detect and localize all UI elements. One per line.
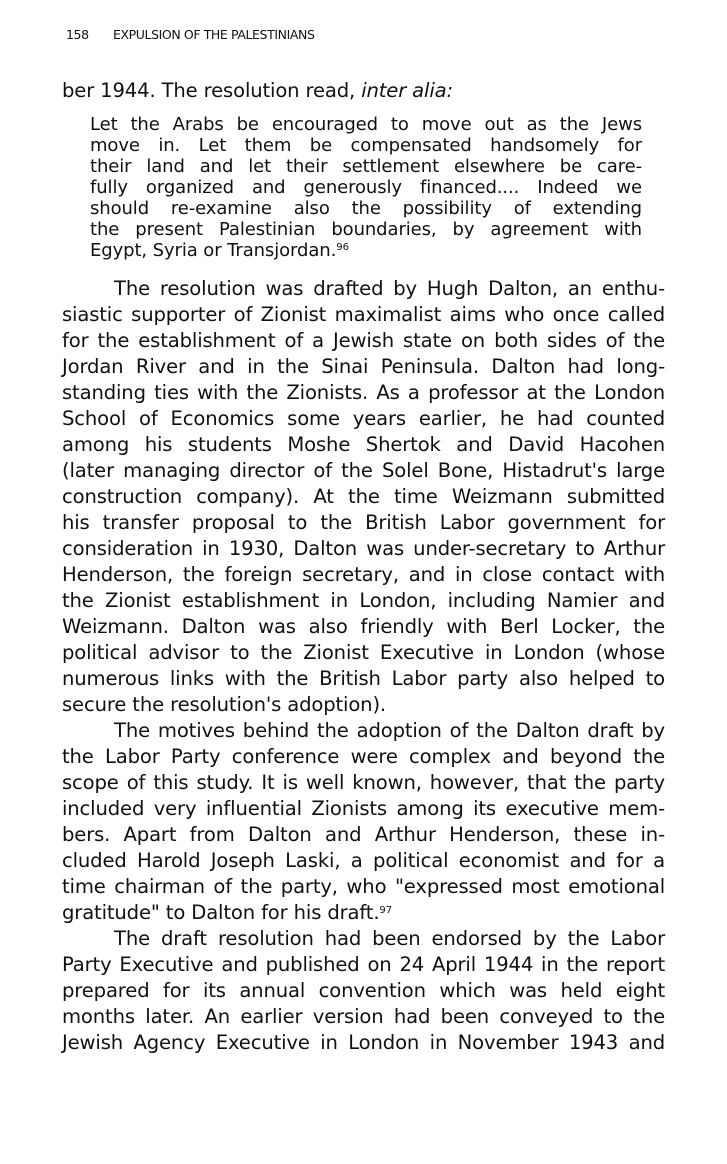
text-line: Henderson, the foreign secretary, and in close contact with <box>62 563 665 586</box>
quote-line: move in. Let them be compensated handsomely for <box>90 135 642 156</box>
text-line: Party Executive and published on 24 April 1944 in the report <box>62 953 665 976</box>
running-header <box>66 27 315 42</box>
footnote-ref: 96 <box>336 242 349 253</box>
text-line: his transfer proposal to the British Labor government for <box>62 511 665 534</box>
text-line: for the establishment of a Jewish state on both sides of the <box>62 329 665 352</box>
text-line: included very influential Zionists among its executive mem- <box>62 797 665 820</box>
text-line: The motives behind the adoption of the Dalton draft by <box>114 719 665 742</box>
text-line: School of Economics some years earlier, he had counted <box>62 407 665 430</box>
text-span: gratitude" to Dalton for his draft. <box>62 901 380 924</box>
text-line: prepared for its annual convention which was held eight <box>62 979 665 1002</box>
text-line: siastic supporter of Zionist maximalist aims who once called <box>62 303 665 326</box>
text-line: months later. An earlier version had been conveyed to the <box>62 1005 665 1028</box>
text-line: (later managing director of the Solel Bone, Histadrut's large <box>62 459 665 482</box>
text-line: the Zionist establishment in London, including Namier and <box>62 589 665 612</box>
quote-line: fully organized and generously financed.... Indeed we <box>90 177 642 198</box>
text-line: Jordan River and in the Sinai Peninsula. Dalton had long- <box>62 355 665 378</box>
text-line: bers. Apart from Dalton and Arthur Henderson, these in- <box>62 823 665 846</box>
text-line: time chairman of the party, who "expressed most emotional <box>62 875 665 898</box>
text-line: Jewish Agency Executive in London in November 1943 and <box>62 1031 665 1054</box>
text-line: standing ties with the Zionists. As a professor at the London <box>62 381 665 404</box>
quote-line-last <box>90 241 642 262</box>
intro-line <box>62 78 665 104</box>
text-line: consideration in 1930, Dalton was under-secretary to Arthur <box>62 537 665 560</box>
text-line: political advisor to the Zionist Executive in London (whose <box>62 641 665 664</box>
text-line: among his students Moshe Shertok and David Hacohen <box>62 433 665 456</box>
text-line-last <box>62 900 665 926</box>
text-line: scope of this study. It is well known, however, that the party <box>62 771 665 794</box>
quote-line: Let the Arabs be encouraged to move out as the Jews <box>90 114 642 135</box>
intro-text: ber 1944. The resolution read, <box>62 79 362 102</box>
quote-text: Egypt, Syria or Transjordan. <box>90 240 337 261</box>
quote-line: the present Palestinian boundaries, by agreement with <box>90 219 642 240</box>
text-line: The resolution was drafted by Hugh Dalton, an enthu- <box>114 277 665 300</box>
text-line: cluded Harold Joseph Laski, a political economist and for a <box>62 849 665 872</box>
text-line: the Labor Party conference were complex and beyond the <box>62 745 665 768</box>
page-number: 158 <box>66 27 89 42</box>
text-line: construction company). At the time Weizmann submitted <box>62 485 665 508</box>
intro-italic: inter alia: <box>361 79 453 102</box>
quote-line: should re-examine also the possibility of extending <box>90 198 642 219</box>
text-line: The draft resolution had been endorsed by the Labor <box>114 927 665 950</box>
text-line: numerous links with the British Labor party also helped to <box>62 667 665 690</box>
running-title: EXPULSION OF THE PALESTINIANS <box>113 27 315 42</box>
quote-line: their land and let their settlement elsewhere be care- <box>90 156 642 177</box>
text-line: secure the resolution's adoption). <box>62 693 387 716</box>
footnote-ref: 97 <box>379 905 393 916</box>
text-line: Weizmann. Dalton was also friendly with Berl Locker, the <box>62 615 665 638</box>
